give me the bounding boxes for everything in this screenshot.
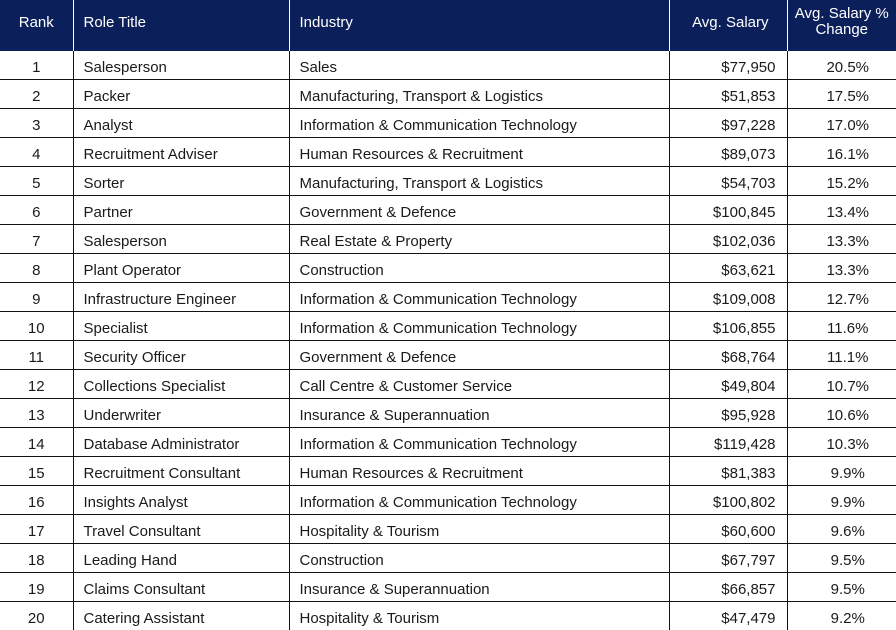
table-row [0, 138, 896, 167]
table-row [0, 196, 896, 225]
cell-industry: Hospitality & Tourism [289, 602, 669, 630]
cell-industry: Information & Communication Technology [289, 486, 669, 515]
table-row [0, 167, 896, 196]
cell-avg-salary-change: 15.2% [787, 167, 896, 196]
cell-rank: 5 [0, 167, 73, 196]
table-row [0, 515, 896, 544]
cell-avg-salary: $54,703 [669, 167, 787, 196]
table-body [0, 51, 896, 630]
table-row [0, 80, 896, 109]
cell-rank: 14 [0, 428, 73, 457]
cell-avg-salary: $109,008 [669, 283, 787, 312]
table-row [0, 399, 896, 428]
cell-avg-salary: $66,857 [669, 573, 787, 602]
cell-rank: 16 [0, 486, 73, 515]
header-industry: Industry [289, 0, 669, 51]
table-row [0, 283, 896, 312]
cell-role-title: Partner [73, 196, 289, 225]
cell-avg-salary-change: 13.3% [787, 254, 896, 283]
cell-avg-salary: $102,036 [669, 225, 787, 254]
cell-avg-salary: $81,383 [669, 457, 787, 486]
table-row [0, 225, 896, 254]
cell-industry: Manufacturing, Transport & Logistics [289, 167, 669, 196]
cell-role-title: Security Officer [73, 341, 289, 370]
cell-role-title: Sorter [73, 167, 289, 196]
cell-role-title: Insights Analyst [73, 486, 289, 515]
header-row [0, 0, 896, 51]
cell-avg-salary: $119,428 [669, 428, 787, 457]
header-avg-salary: Avg. Salary [669, 0, 787, 51]
cell-role-title: Collections Specialist [73, 370, 289, 399]
cell-rank: 20 [0, 602, 73, 630]
cell-rank: 4 [0, 138, 73, 167]
cell-avg-salary-change: 9.6% [787, 515, 896, 544]
cell-avg-salary-change: 17.0% [787, 109, 896, 138]
cell-avg-salary: $67,797 [669, 544, 787, 573]
cell-industry: Information & Communication Technology [289, 283, 669, 312]
cell-industry: Construction [289, 254, 669, 283]
cell-avg-salary-change: 9.5% [787, 544, 896, 573]
cell-role-title: Claims Consultant [73, 573, 289, 602]
table-row [0, 341, 896, 370]
cell-avg-salary: $97,228 [669, 109, 787, 138]
cell-role-title: Leading Hand [73, 544, 289, 573]
cell-industry: Insurance & Superannuation [289, 399, 669, 428]
header-role-title: Role Title [73, 0, 289, 51]
table-row [0, 51, 896, 80]
table-row [0, 486, 896, 515]
cell-avg-salary-change: 10.7% [787, 370, 896, 399]
cell-avg-salary: $68,764 [669, 341, 787, 370]
table-row [0, 312, 896, 341]
cell-role-title: Salesperson [73, 51, 289, 80]
cell-avg-salary-change: 13.4% [787, 196, 896, 225]
cell-avg-salary: $100,802 [669, 486, 787, 515]
cell-industry: Sales [289, 51, 669, 80]
table-row [0, 573, 896, 602]
cell-avg-salary-change: 13.3% [787, 225, 896, 254]
cell-industry: Government & Defence [289, 196, 669, 225]
cell-rank: 3 [0, 109, 73, 138]
cell-avg-salary: $106,855 [669, 312, 787, 341]
header-rank: Rank [0, 0, 73, 51]
table-row [0, 602, 896, 630]
cell-rank: 18 [0, 544, 73, 573]
cell-rank: 15 [0, 457, 73, 486]
cell-industry: Information & Communication Technology [289, 428, 669, 457]
cell-avg-salary-change: 9.9% [787, 486, 896, 515]
header-change-line1: Avg. Salary % [788, 6, 896, 22]
cell-industry: Government & Defence [289, 341, 669, 370]
cell-avg-salary-change: 10.6% [787, 399, 896, 428]
cell-role-title: Analyst [73, 109, 289, 138]
cell-role-title: Catering Assistant [73, 602, 289, 630]
table-row [0, 254, 896, 283]
cell-avg-salary-change: 20.5% [787, 51, 896, 80]
cell-role-title: Underwriter [73, 399, 289, 428]
cell-rank: 11 [0, 341, 73, 370]
cell-rank: 1 [0, 51, 73, 80]
cell-avg-salary: $49,804 [669, 370, 787, 399]
cell-avg-salary-change: 10.3% [787, 428, 896, 457]
cell-rank: 13 [0, 399, 73, 428]
table-row [0, 370, 896, 399]
cell-avg-salary-change: 16.1% [787, 138, 896, 167]
cell-role-title: Packer [73, 80, 289, 109]
cell-avg-salary: $63,621 [669, 254, 787, 283]
cell-avg-salary-change: 9.9% [787, 457, 896, 486]
cell-rank: 10 [0, 312, 73, 341]
cell-industry: Real Estate & Property [289, 225, 669, 254]
cell-avg-salary-change: 9.2% [787, 602, 896, 630]
cell-rank: 17 [0, 515, 73, 544]
cell-role-title: Specialist [73, 312, 289, 341]
header-avg-salary-change [787, 0, 896, 51]
cell-industry: Information & Communication Technology [289, 312, 669, 341]
cell-industry: Hospitality & Tourism [289, 515, 669, 544]
cell-rank: 2 [0, 80, 73, 109]
cell-avg-salary-change: 12.7% [787, 283, 896, 312]
cell-avg-salary-change: 11.1% [787, 341, 896, 370]
cell-avg-salary: $100,845 [669, 196, 787, 225]
table-row [0, 109, 896, 138]
table-row [0, 428, 896, 457]
cell-avg-salary-change: 17.5% [787, 80, 896, 109]
cell-avg-salary: $47,479 [669, 602, 787, 630]
cell-avg-salary-change: 11.6% [787, 312, 896, 341]
header-change-line2: Change [788, 22, 896, 38]
table-header [0, 0, 896, 51]
cell-rank: 12 [0, 370, 73, 399]
cell-avg-salary: $60,600 [669, 515, 787, 544]
cell-industry: Human Resources & Recruitment [289, 457, 669, 486]
cell-role-title: Salesperson [73, 225, 289, 254]
table-row [0, 544, 896, 573]
cell-avg-salary: $89,073 [669, 138, 787, 167]
table-row [0, 457, 896, 486]
cell-industry: Information & Communication Technology [289, 109, 669, 138]
cell-avg-salary: $95,928 [669, 399, 787, 428]
cell-rank: 9 [0, 283, 73, 312]
cell-role-title: Recruitment Consultant [73, 457, 289, 486]
cell-role-title: Plant Operator [73, 254, 289, 283]
cell-rank: 6 [0, 196, 73, 225]
cell-avg-salary: $77,950 [669, 51, 787, 80]
cell-rank: 8 [0, 254, 73, 283]
cell-industry: Human Resources & Recruitment [289, 138, 669, 167]
cell-role-title: Recruitment Adviser [73, 138, 289, 167]
cell-avg-salary-change: 9.5% [787, 573, 896, 602]
cell-industry: Manufacturing, Transport & Logistics [289, 80, 669, 109]
cell-industry: Insurance & Superannuation [289, 573, 669, 602]
cell-industry: Construction [289, 544, 669, 573]
cell-rank: 19 [0, 573, 73, 602]
cell-industry: Call Centre & Customer Service [289, 370, 669, 399]
cell-rank: 7 [0, 225, 73, 254]
cell-role-title: Travel Consultant [73, 515, 289, 544]
cell-avg-salary: $51,853 [669, 80, 787, 109]
cell-role-title: Database Administrator [73, 428, 289, 457]
cell-role-title: Infrastructure Engineer [73, 283, 289, 312]
